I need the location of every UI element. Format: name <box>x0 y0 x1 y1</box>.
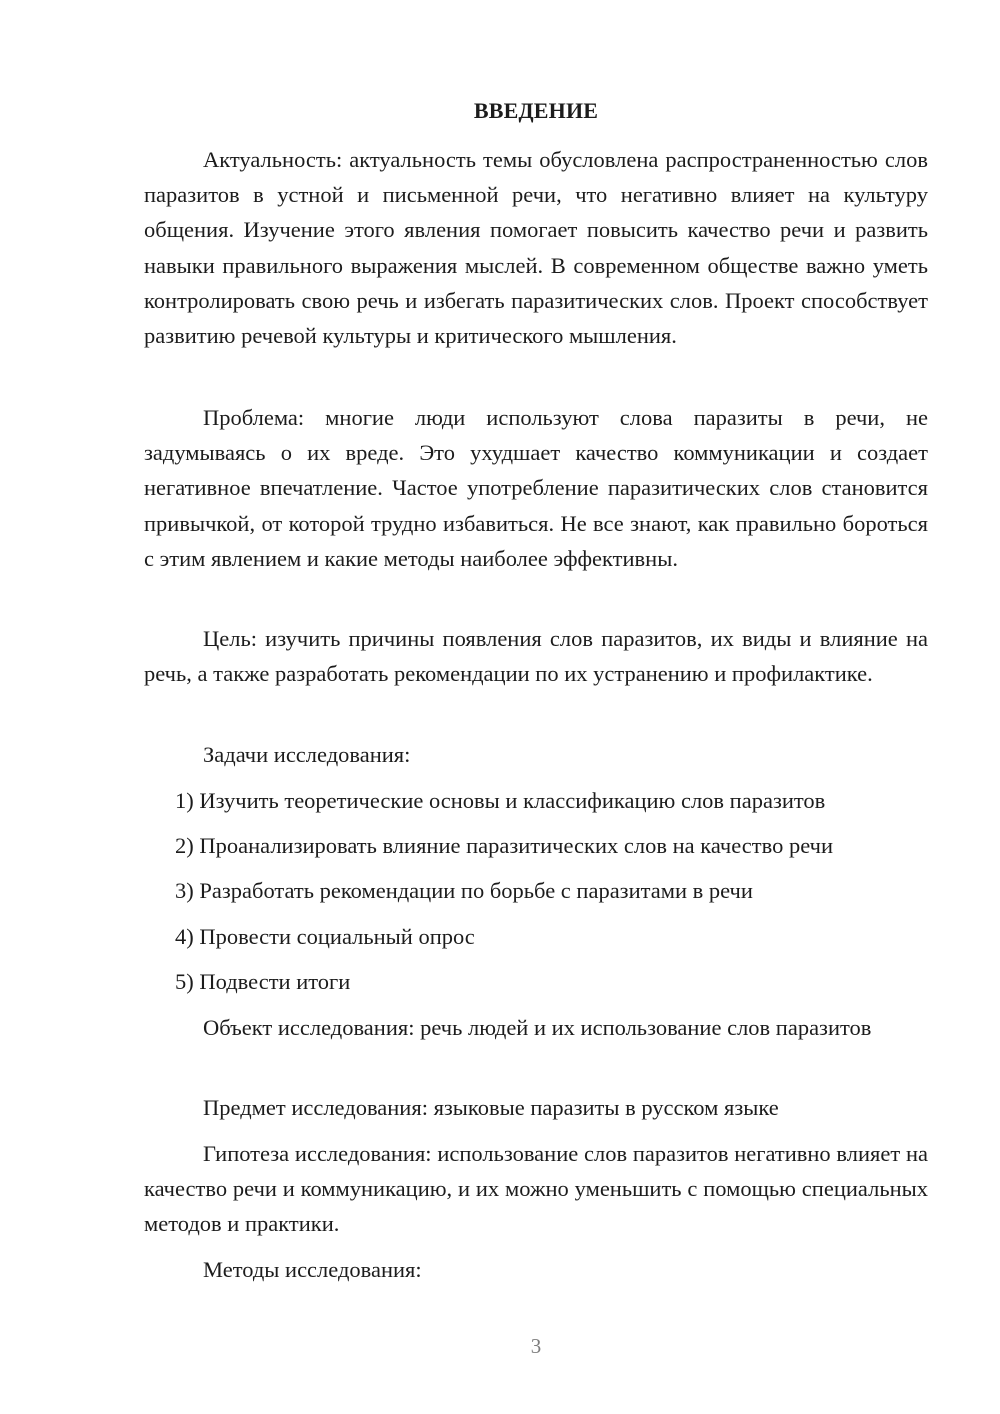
list-item: 3) Разработать рекомендации по борьбе с паразитами в речи <box>175 878 753 903</box>
paragraph-goal-text: Цель: изучить причины появления слов паразитов, их виды и влияние на речь, а также разработать рекомендации по их устранению и профилактике. <box>144 626 928 687</box>
list-item: 2) Проанализировать влияние паразитических слов на качество речи <box>175 833 833 858</box>
paragraph-goal <box>144 621 928 691</box>
paragraph-relevance-text: Актуальность: актуальность темы обусловлена распространенностью слов паразитов в устной и письменной речи, что негативно влияет на культуру общения. Изучение этого явления помогает повысить качество речи и развить навыки правильного выражения мыслей. В современном обществе важно уметь контролировать свою речь и избегать паразитических слов. Проект способствует развитию речевой культуры и критического мышления. <box>144 147 928 349</box>
paragraph-hypothesis <box>144 1136 928 1242</box>
paragraph-hypothesis-text: Гипотеза исследования: использование слов паразитов негативно влияет на качество речи и коммуникацию, и их можно уменьшить с помощью специальных методов и практики. <box>144 1141 928 1237</box>
paragraph-object-text: Объект исследования: речь людей и их использование слов паразитов <box>203 1015 872 1040</box>
list-item: 1) Изучить теоретические основы и классификацию слов паразитов <box>175 788 826 813</box>
paragraph-subject: Предмет исследования: языковые паразиты в русском языке <box>203 1095 779 1120</box>
paragraph-problem <box>144 400 928 576</box>
paragraph-object <box>144 1010 928 1045</box>
page-title: ВВЕДЕНИЕ <box>473 98 599 123</box>
paragraph-problem-text: Проблема: многие люди используют слова паразиты в речи, не задумываясь о их вреде. Это ухудшает качество коммуникации и создает негативное впечатление. Частое употребление паразитических слов становится привычкой, от которой трудно избавиться. Не все знают, как правильно бороться с этим явлением и какие методы наиболее эффективны. <box>144 405 928 571</box>
page-number: 3 <box>530 1334 542 1358</box>
methods-heading: Методы исследования: <box>203 1257 422 1282</box>
paragraph-relevance <box>144 142 928 353</box>
list-item: 4) Провести социальный опрос <box>175 924 475 949</box>
tasks-heading: Задачи исследования: <box>203 742 411 767</box>
list-item: 5) Подвести итоги <box>175 969 351 994</box>
